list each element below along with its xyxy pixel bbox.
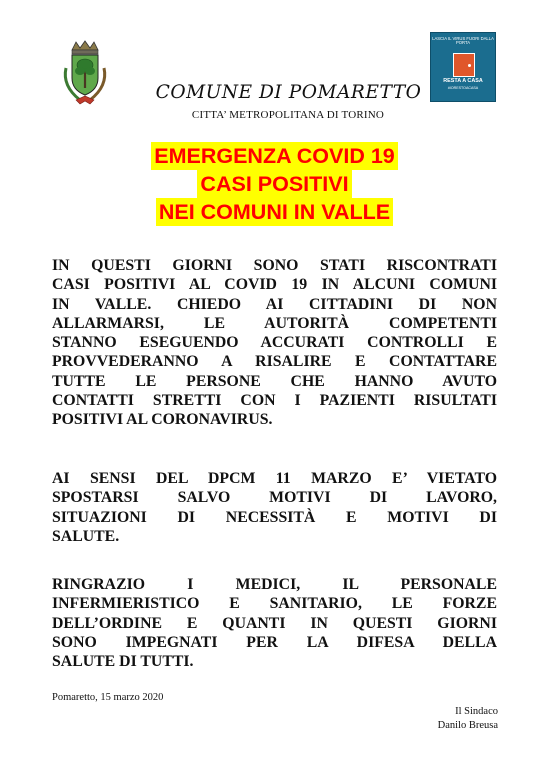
paragraph-line: SITUAZIONI DI NECESSITÀ E MOTIVI DI: [52, 508, 497, 526]
paragraph-line: SONO IMPEGNATI PER LA DIFESA DELLA: [52, 633, 497, 651]
paragraph-line: IN VALLE. CHIEDO AI CITTADINI DI NON: [52, 295, 497, 313]
paragraph-line: PROVVEDERANNO A RISALIRE E CONTATTARE: [52, 353, 497, 371]
paragraph-line: CASI POSITIVI AL COVID 19 IN ALCUNI COMUNI: [52, 276, 497, 294]
paragraph-situation: [52, 256, 497, 430]
headline: [0, 142, 549, 226]
paragraph-line: AI SENSI DEL DPCM 11 MARZO E’ VIETATO: [52, 470, 497, 487]
stay-home-poster: [430, 32, 496, 102]
headline-line-3: NEI COMUNI IN VALLE: [156, 198, 393, 226]
paragraph-line: TUTTE LE PERSONE CHE HANNO AVUTO: [52, 372, 497, 390]
poster-main-text: RESTA A CASA: [443, 78, 483, 84]
metro-city-subtitle: CITTA’ METROPOLITANA DI TORINO: [191, 109, 385, 121]
signer-name: Danilo Breusa: [437, 719, 498, 731]
door-icon: [453, 53, 475, 77]
poster-small-text: #IORESTOACASA: [447, 86, 479, 90]
paragraph-line: IN QUESTI GIORNI SONO STATI RISCONTRATI: [52, 257, 497, 274]
signature-block: [438, 705, 498, 732]
paragraph-line: SPOSTARSI SALVO MOTIVI DI LAVORO,: [52, 489, 497, 507]
paragraph-line: ALLARMARSI, LE AUTORITÀ COMPETENTI: [52, 314, 497, 332]
paragraph-line: DELL’ORDINE E QUANTI IN QUESTI GIORNI: [52, 614, 497, 632]
paragraph-line: RINGRAZIO I MEDICI, IL PERSONALE: [52, 576, 497, 593]
municipality-title: COMUNE DI POMARETTO: [155, 82, 422, 103]
poster-top-text: LASCIA IL VIRUS FUORI DALLA PORTA: [432, 36, 494, 46]
paragraph-line: CONTATTI STRETTI CON I PAZIENTI RISULTATI: [52, 392, 497, 410]
signer-title: Il Sindaco: [455, 706, 498, 717]
headline-line-1: EMERGENZA COVID 19: [151, 142, 398, 170]
paragraph-line: POSITIVI AL CORONAVIRUS.: [52, 411, 273, 429]
paragraph-line: SALUTE.: [52, 527, 120, 545]
headline-line-2: CASI POSITIVI: [197, 170, 351, 198]
paragraph-line: STANNO ESEGUENDO ACCURATI CONTROLLI E: [52, 334, 497, 352]
place-date: Pomaretto, 15 marzo 2020: [52, 692, 164, 703]
paragraph-thanks: [52, 575, 497, 671]
paragraph-dpcm: [52, 469, 497, 546]
coat-of-arms-logo: [50, 38, 120, 108]
paragraph-line: INFERMIERISTICO E SANITARIO, LE FORZE: [52, 595, 497, 613]
paragraph-line: SALUTE DI TUTTI.: [52, 653, 194, 671]
